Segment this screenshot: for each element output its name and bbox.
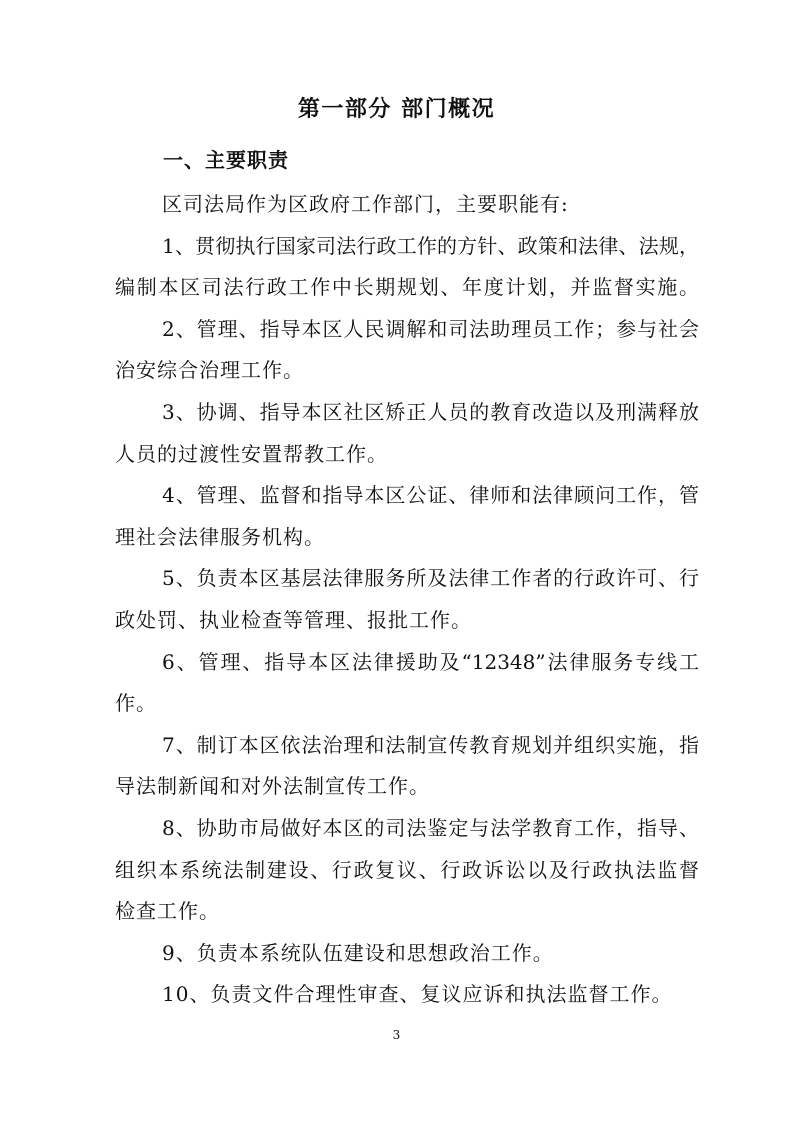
duties-body	[115, 184, 699, 1016]
duty-item-3	[115, 392, 699, 475]
duty-line: 9、负责本系统队伍建设和思想政治工作。	[162, 940, 554, 965]
duty-line: 6、管理、指导本区法律援助及“12348”法律服务专线工	[162, 649, 699, 674]
duty-line: 10、负责文件合理性审查、复议应诉和执法监督工作。	[162, 982, 673, 1007]
duty-line: 7、制订本区依法治理和法制宣传教育规划并组织实施，指	[162, 732, 699, 757]
page-number: 3	[392, 1028, 401, 1042]
duty-item-8	[115, 808, 699, 933]
duty-line: 人员的过渡性安置帮教工作。	[115, 441, 388, 466]
duty-line: 导法制新闻和对外法制宣传工作。	[115, 774, 430, 799]
duty-line: 1、贯彻执行国家司法行政工作的方针、政策和法律、法规，	[162, 233, 699, 258]
duty-line: 检查工作。	[115, 899, 220, 924]
page-title: 第一部分 部门概况	[297, 97, 496, 122]
duty-item-6	[115, 642, 699, 725]
duty-item-7	[115, 725, 699, 808]
duty-line: 编制本区司法行政工作中长期规划、年度计划，并监督实施。	[115, 275, 699, 300]
duty-line: 4、管理、监督和指导本区公证、律师和法律顾问工作，管	[162, 483, 699, 508]
duty-line: 治安综合治理工作。	[115, 358, 304, 383]
duty-line: 2、管理、指导本区人民调解和司法助理员工作；参与社会	[162, 316, 699, 341]
duty-item-1	[115, 226, 699, 309]
duty-item-10	[115, 974, 699, 1016]
intro-paragraph: 区司法局作为区政府工作部门，主要职能有:	[162, 192, 569, 216]
duty-line: 8、协助市局做好本区的司法鉴定与法学教育工作，指导、	[162, 815, 699, 840]
duty-item-5	[115, 558, 699, 641]
duty-line: 5、负责本区基层法律服务所及法律工作者的行政许可、行	[162, 566, 699, 591]
duty-item-2	[115, 309, 699, 392]
duty-line: 3、协调、指导本区社区矫正人员的教育改造以及刑满释放	[162, 399, 699, 424]
section-heading: 一、主要职责	[163, 148, 289, 172]
duty-line: 理社会法律服务机构。	[115, 524, 325, 549]
duty-line: 政处罚、执业检查等管理、报批工作。	[115, 607, 472, 632]
duty-item-9	[115, 933, 699, 975]
duty-line: 组织本系统法制建设、行政复议、行政诉讼以及行政执法监督	[115, 857, 699, 882]
duty-line: 作。	[115, 691, 157, 716]
duty-item-4	[115, 475, 699, 558]
